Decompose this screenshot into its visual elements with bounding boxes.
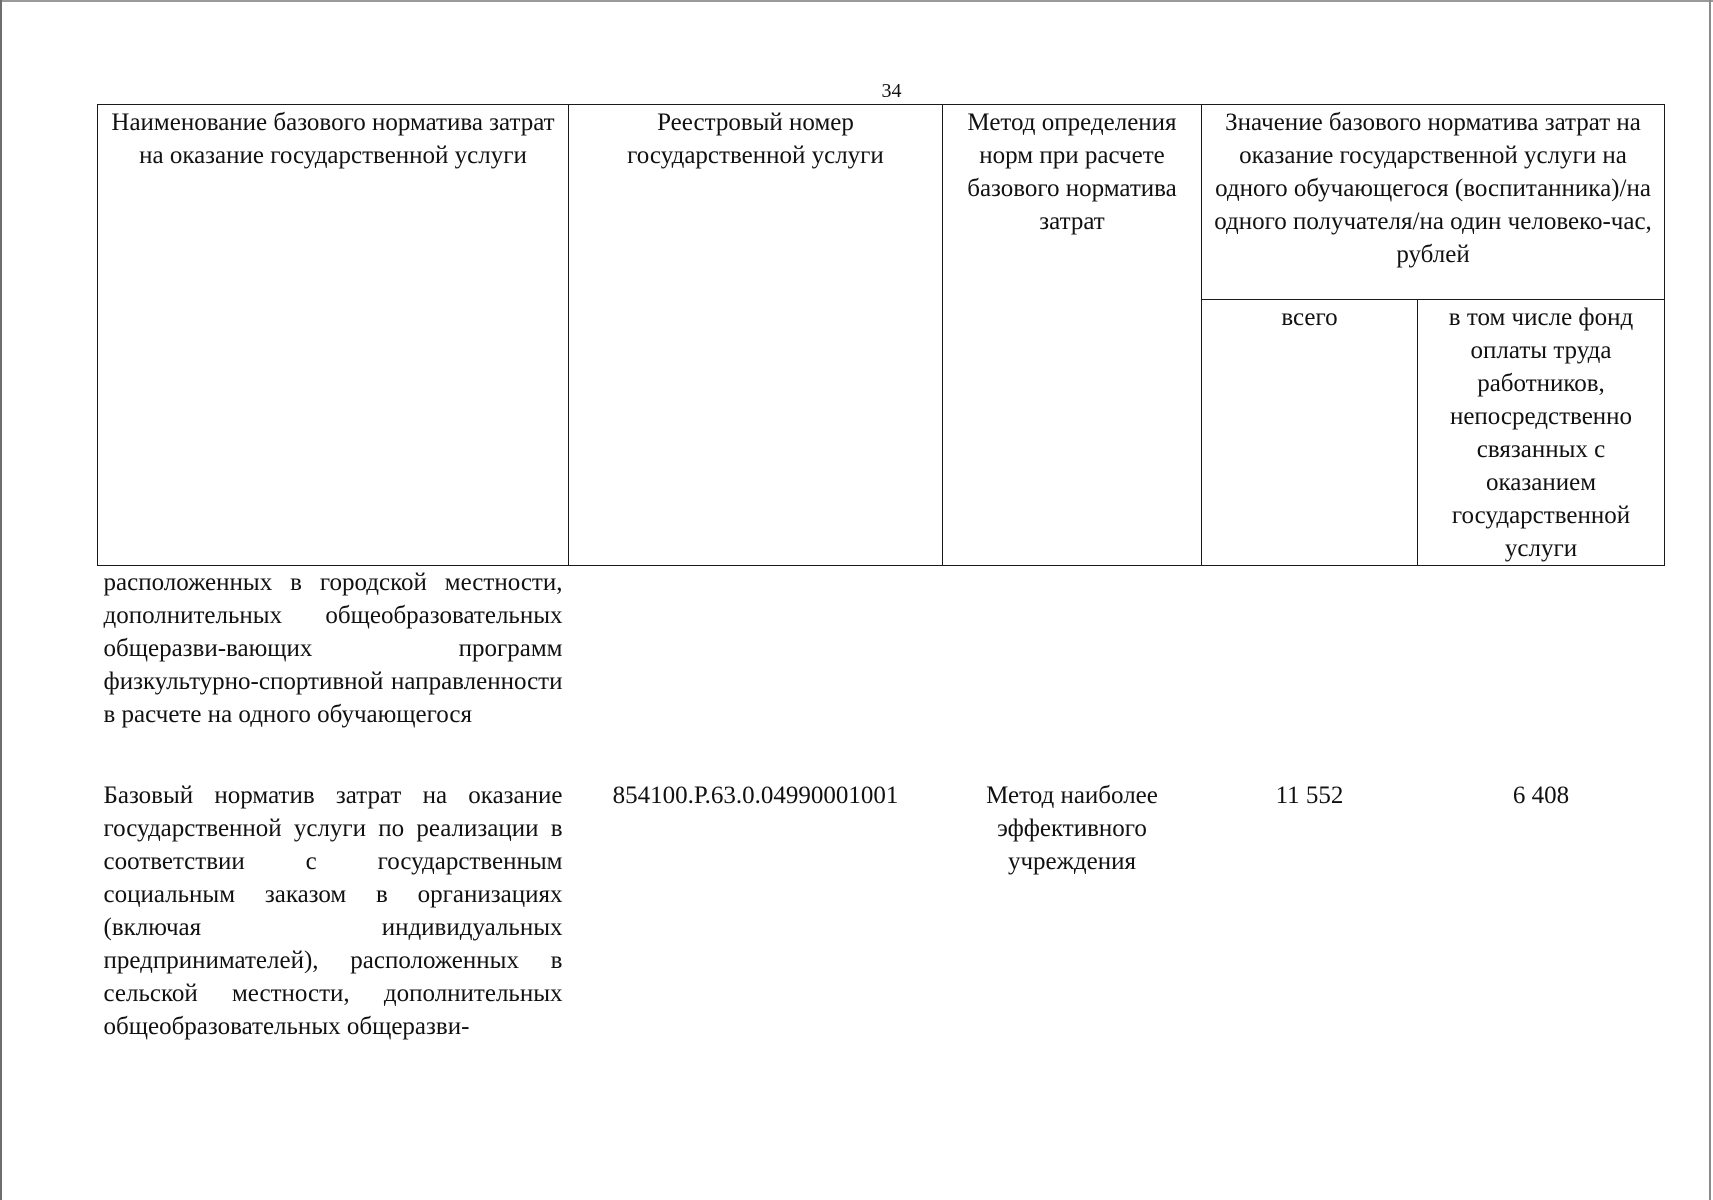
header-service-name: Наименование базового норматива затрат на оказание государственной услуги [98, 105, 569, 566]
row-service-name: расположенных в городской местности, дополнительных общеобразовательных общеразви-вающих программ физкультурно-спортивной направленности в расчете на одного обучающегося [103, 569, 563, 728]
header-method: Метод определения норм при расчете базового норматива затрат [943, 105, 1202, 566]
table-row [98, 566, 1665, 780]
table-body [98, 566, 1665, 1044]
table-row [98, 779, 1665, 1043]
row-registry-number [569, 566, 943, 780]
row-service-name: Базовый норматив затрат на оказание государственной услуги по реализации в соответствии с государственным социальным заказом в организациях (включая индивидуальных предпринимателей), расположенных в сельской местности, дополнительных общеобразовательных общеразви- [103, 782, 563, 1040]
scan-right-edge [1709, 0, 1711, 1200]
header-payroll: в том числе фонд оплаты труда работников, непосредственно связанных с оказанием государственной услуги [1418, 300, 1665, 566]
row-registry-number: 854100.Р.63.0.04990001001 [612, 782, 899, 809]
header-value-group: Значение базового норматива затрат на оказание государственной услуги на одного обучающегося (воспитанника)/на одного получателя/на один человеко-час, рублей [1202, 105, 1665, 300]
header-registry-number: Реестровый номер государственной услуги [569, 105, 943, 566]
row-total [1202, 566, 1418, 780]
row-method: Метод наиболее эффективного учреждения [986, 782, 1158, 875]
page-number: 34 [881, 80, 902, 102]
scan-left-edge [0, 0, 2, 1200]
row-payroll [1418, 566, 1665, 780]
row-total: 11 552 [1275, 782, 1344, 809]
row-payroll: 6 408 [1512, 782, 1570, 809]
scan-top-edge [0, 0, 1713, 2]
row-method [943, 566, 1202, 780]
table-header [98, 105, 1665, 566]
cost-standards-table [97, 104, 1665, 1043]
header-total: всего [1202, 300, 1418, 566]
